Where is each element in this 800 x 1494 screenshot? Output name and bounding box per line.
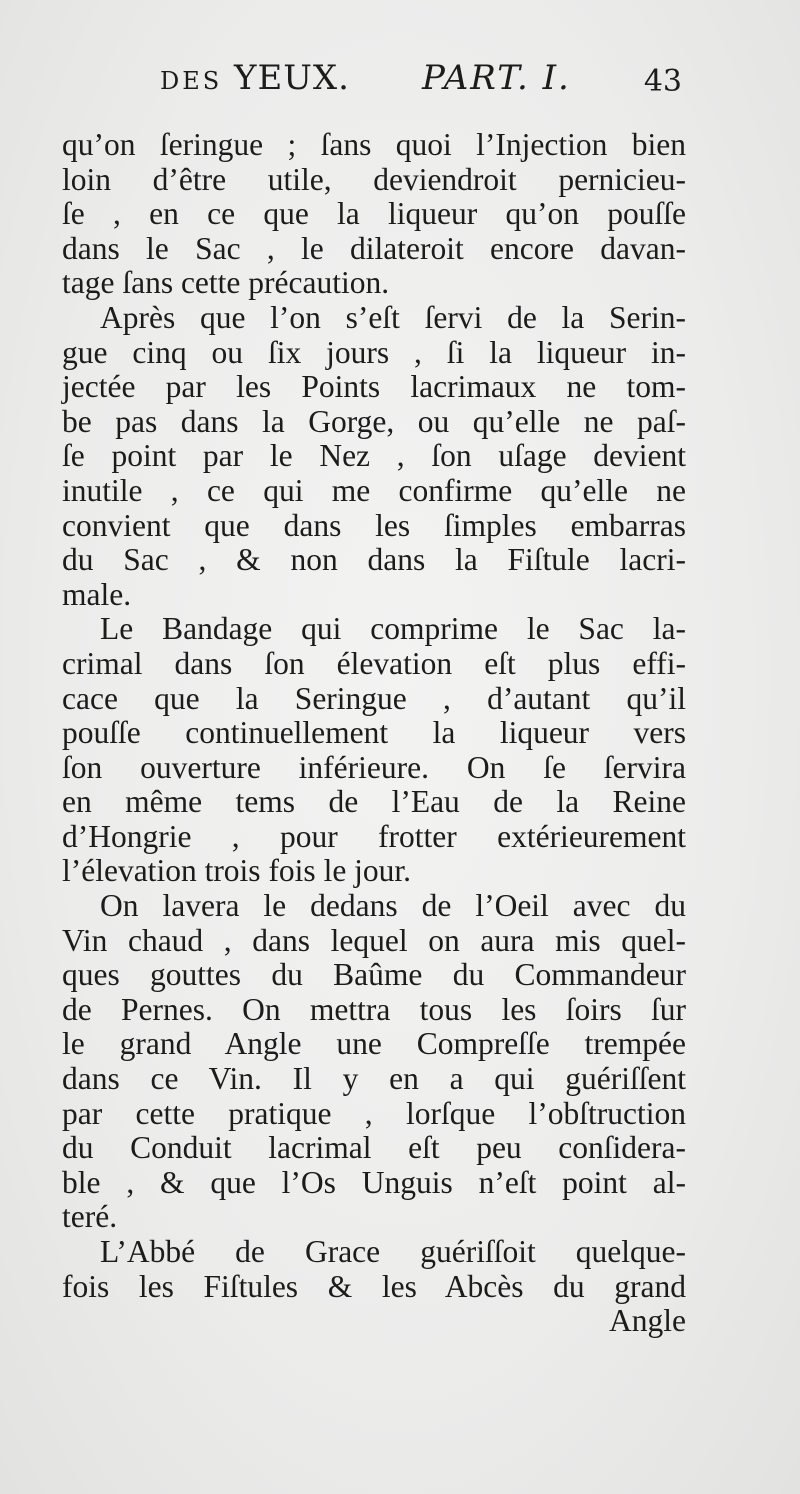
- text-line: ble , & que l’Os Unguis n’eſt point al-: [62, 1164, 686, 1200]
- text-line: crimal dans ſon élevation eſt plus effi-: [62, 645, 686, 681]
- text-line: On lavera le dedans de l’Oeil avec du: [100, 888, 686, 924]
- text-line: be pas dans la Gorge, ou qu’elle ne paſ-: [62, 403, 686, 439]
- text-line: ſe point par le Nez , ſon uſage devient: [62, 438, 686, 474]
- text-line: qu’on ſeringue ; ſans quoi l’Injection bien: [62, 127, 686, 162]
- text-line: jectée par les Points lacrimaux ne tom-: [62, 369, 686, 405]
- text-line: fois les Fiſtules & les Abcès du grand: [62, 1268, 686, 1304]
- running-title-prefix: DES: [160, 67, 223, 95]
- text-line: convient que dans les ſimples embarras: [62, 507, 686, 543]
- text-line: Angle: [609, 1303, 686, 1339]
- text-line: Le Bandage qui comprime le Sac la-: [100, 611, 686, 647]
- text-line: par cette pratique , lorſque l’obſtruction: [62, 1095, 686, 1131]
- text-line: Après que l’on s’eſt ſervi de la Serin-: [100, 299, 686, 335]
- text-line: ſe , en ce que la liqueur qu’on pouſſe: [62, 196, 686, 232]
- text-line: du Conduit lacrimal eſt peu conſidera-: [62, 1130, 686, 1166]
- running-title-main: YEUX.: [234, 58, 350, 98]
- text-line: d’Hongrie , pour frotter extérieurement: [62, 818, 686, 854]
- text-line: loin d’être utile, deviendroit pernicieu-: [62, 161, 686, 197]
- text-line: dans le Sac , le dilateroit encore davan-: [62, 230, 686, 266]
- part-label: PART. I.: [422, 58, 571, 98]
- text-line: le grand Angle une Compreſſe trempée: [62, 1026, 686, 1062]
- text-line: L’Abbé de Grace guériſſoit quelque-: [100, 1234, 686, 1269]
- text-line: ques gouttes du Baûme du Commandeur: [62, 957, 686, 993]
- text-line: ſon ouverture inférieure. On ſe ſervira: [62, 749, 686, 785]
- body-text: [62, 128, 686, 1339]
- text-line: de Pernes. On mettra tous les ſoirs ſur: [62, 991, 686, 1027]
- text-line: cace que la Seringue , d’autant qu’il: [62, 680, 686, 716]
- text-line: dans ce Vin. Il y en a qui guériſſent: [62, 1061, 686, 1097]
- text-line: teré.: [62, 1199, 118, 1235]
- running-title: [160, 58, 350, 98]
- text-line: Vin chaud , dans lequel on aura mis quel-: [62, 922, 686, 958]
- text-line: gue cinq ou ſix jours , ſi la liqueur in-: [62, 334, 686, 370]
- text-line: inutile , ce qui me confirme qu’elle ne: [62, 472, 686, 508]
- text-line: tage ſans cette précaution.: [62, 265, 390, 301]
- page-number: 43: [643, 64, 682, 99]
- text-line: en même tems de l’Eau de la Reine: [62, 784, 686, 820]
- text-line: l’élevation trois fois le jour.: [62, 853, 412, 889]
- running-header: [160, 58, 690, 102]
- text-line: pouſſe continuellement la liqueur vers: [62, 715, 686, 751]
- text-line: du Sac , & non dans la Fiſtule lacri-: [62, 542, 686, 578]
- text-line: male.: [62, 576, 132, 612]
